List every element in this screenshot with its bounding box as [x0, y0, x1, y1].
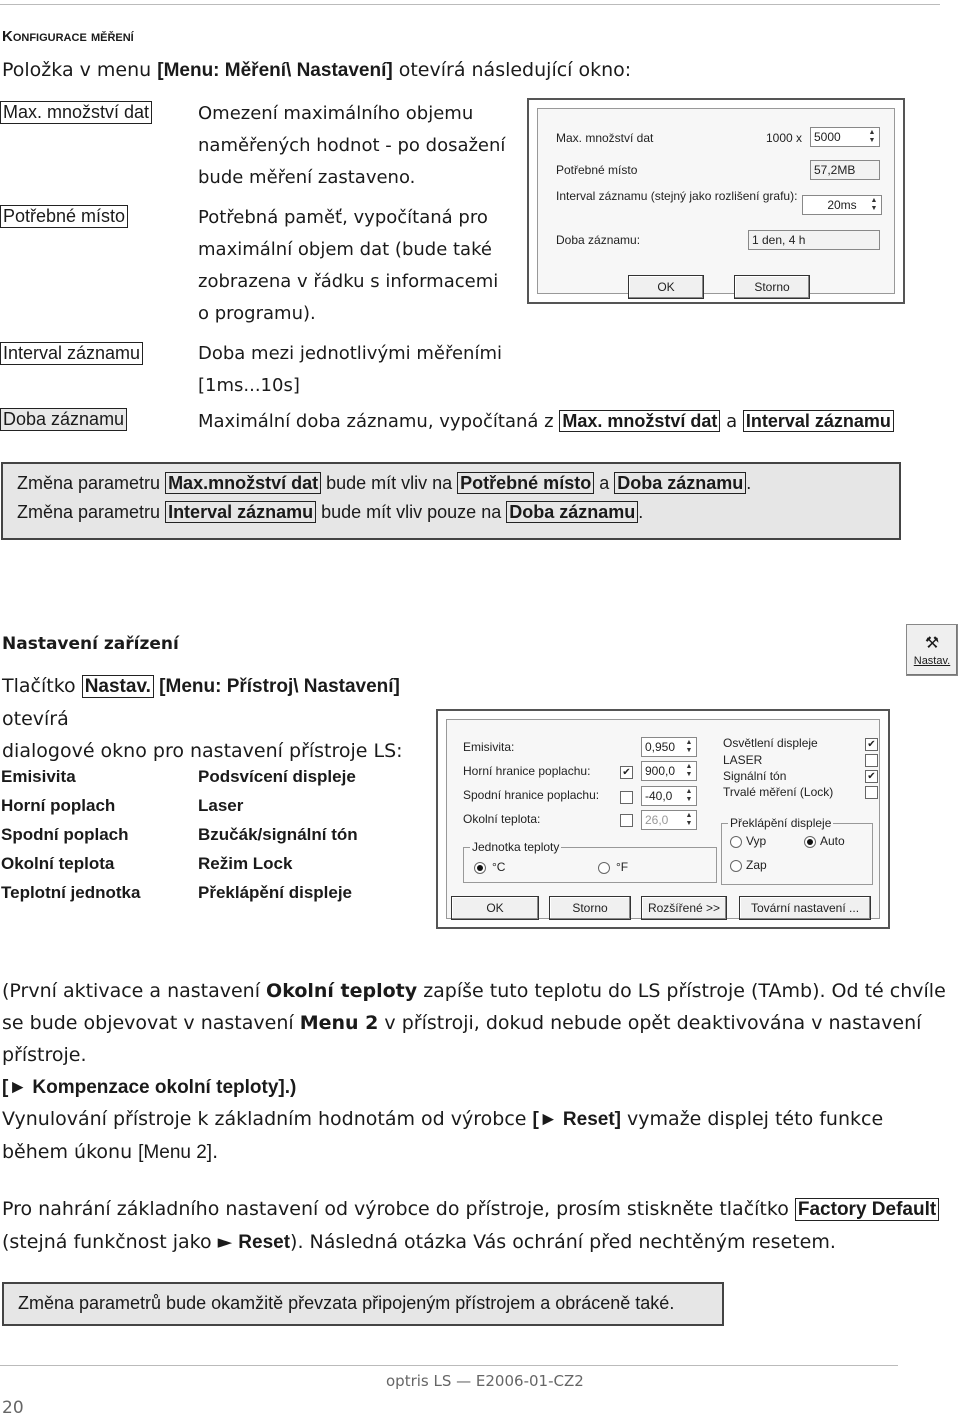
- factory-default-button[interactable]: Tovární nastavení ...: [739, 896, 871, 920]
- note1-l1g: .: [746, 473, 752, 493]
- backlight-checkbox[interactable]: ✔: [865, 738, 878, 751]
- note1-ref-duration: Doba záznamu: [614, 472, 746, 494]
- interval-input[interactable]: [802, 195, 882, 215]
- toolbar-settings-label: Nastav.: [913, 655, 951, 667]
- flip-on-label: Zap: [746, 858, 767, 872]
- flip-off-label: Vyp: [746, 834, 767, 848]
- note2-text: Změna parametrů bude okamžitě převzata připojeným přístrojem a obráceně také.: [18, 1293, 675, 1313]
- measurement-settings-dialog: [527, 98, 905, 304]
- dlg1-row1-label: Max. množství dat: [556, 131, 654, 145]
- ok-button[interactable]: OK: [628, 275, 704, 299]
- p3-factory-ref: Factory Default: [795, 1198, 939, 1221]
- cancel-button[interactable]: Storno: [734, 275, 810, 299]
- intro-text: [2, 54, 902, 87]
- signal-label: Signální tón: [723, 769, 787, 783]
- intro-post: otevírá následující okno:: [392, 59, 632, 81]
- p1b: Okolní teploty: [266, 980, 418, 1002]
- p3d: Reset: [238, 1232, 291, 1253]
- flip-group-title: Překlápění displeje: [730, 816, 832, 830]
- laser-label: LASER: [723, 753, 763, 767]
- backlight-label: Osvětlení displeje: [723, 736, 818, 750]
- def-label-required-space: Potřebné místo: [0, 205, 128, 228]
- spin-arrows-icon[interactable]: ▲ ▼: [685, 812, 693, 827]
- dlg1-row2-label: Potřebné místo: [556, 163, 638, 177]
- p2d: [Menu 2]: [138, 1142, 213, 1163]
- list-item: Překlápění displeje: [198, 883, 353, 902]
- footer-text: optris LS — E2006-01-CZ2: [386, 1372, 584, 1390]
- dlg1-row3-label: Interval záznamu (stejný jako rozlišení grafu):: [556, 189, 798, 203]
- spin-arrows-icon[interactable]: ▲ ▼: [685, 763, 693, 778]
- measurement-dialog-panel: [537, 108, 895, 294]
- p3a: Pro nahrání základního nastavení od výrobce do přístroje, prosím stiskněte tlačítko: [2, 1198, 795, 1220]
- flip-auto-radio[interactable]: [804, 836, 816, 848]
- note1-l1a: Změna parametru: [17, 473, 166, 493]
- spin-arrows-icon[interactable]: ▲ ▼: [685, 739, 693, 754]
- unit-fahrenheit-label: °F: [616, 860, 629, 874]
- spin-arrows-icon[interactable]: ▲ ▼: [685, 788, 693, 803]
- emissivity-input[interactable]: [641, 737, 697, 757]
- p1f: [► Kompenzace okolní teploty].): [2, 1077, 297, 1098]
- def-duration-mid: a: [720, 411, 743, 432]
- device-dialog-panel: [446, 719, 880, 919]
- flip-off-radio[interactable]: [730, 836, 742, 848]
- footer-rule: [0, 1365, 898, 1366]
- ambient-temp-paragraph: [2, 975, 952, 1104]
- intro-menu: [Menu: Měření\ Nastavení]: [157, 60, 393, 81]
- ambient-temp-checkbox[interactable]: [620, 814, 633, 827]
- low-alarm-input[interactable]: [641, 786, 697, 806]
- def-duration-pre: Maximální doba záznamu, vypočítaná z: [198, 411, 560, 432]
- p2b: [► Reset]: [532, 1109, 622, 1130]
- p3e: ). Následná otázka Vás ochrání před nechtěným resetem.: [290, 1231, 836, 1253]
- ok-button[interactable]: OK: [451, 896, 539, 920]
- top-rule: [0, 4, 940, 5]
- s2-pc: dialogové okno pro nastavení přístroje LS:: [2, 740, 403, 762]
- list-item: Emisivita: [1, 767, 76, 786]
- list-item: Režim Lock: [198, 854, 293, 873]
- list-item: Okolní teplota: [1, 854, 115, 873]
- note1-ref-interval: Interval záznamu: [165, 501, 316, 523]
- cancel-button[interactable]: Storno: [549, 896, 631, 920]
- note1-ref-space: Potřebné místo: [457, 472, 594, 494]
- p1e: v přístroji, dokud nebude opět deaktivována v nastavení přístroje.: [2, 1012, 922, 1066]
- note1-l2e: .: [638, 502, 644, 522]
- note1-l2c: bude mít vliv pouze na: [316, 502, 507, 522]
- s2-pa: Tlačítko: [2, 675, 82, 697]
- low-alarm-label: Spodní hranice poplachu:: [463, 788, 600, 802]
- note-box-parameters: [1, 462, 901, 540]
- settings-list-right: [198, 762, 358, 907]
- interval-value: 20ms: [827, 198, 857, 212]
- def-label-interval: Interval záznamu: [0, 342, 143, 365]
- reset-paragraph: [2, 1103, 952, 1169]
- low-alarm-checkbox[interactable]: [620, 791, 633, 804]
- p3c: (stejná funkčnost jako ►: [2, 1231, 239, 1253]
- p1d: Menu 2: [299, 1012, 379, 1034]
- extended-button[interactable]: Rozšířené >>: [641, 896, 727, 920]
- lock-label: Trvalé měření (Lock): [723, 785, 834, 799]
- def-text-duration: [198, 405, 958, 438]
- required-space-field: [810, 160, 880, 180]
- toolbar-settings-button[interactable]: [906, 624, 958, 676]
- s2-menu: [Menu: Přístroj\ Nastavení]: [153, 676, 400, 697]
- note1-ref-duration-2: Doba záznamu: [506, 501, 638, 523]
- def-duration-ref1: Max. množství dat: [559, 410, 720, 432]
- flip-auto-label: Auto: [820, 834, 845, 848]
- note1-l1c: bude mít vliv na: [321, 473, 458, 493]
- intro-pre: Položka v menu: [2, 59, 158, 81]
- list-item: Bzučák/signální tón: [198, 825, 358, 844]
- s2-settings-ref: Nastav.: [82, 675, 154, 698]
- device-settings-dialog: [436, 709, 890, 929]
- p1a: (První aktivace a nastavení: [2, 980, 267, 1002]
- unit-group: [463, 840, 717, 883]
- settings-list-left: [1, 762, 140, 907]
- ambient-temp-value: 26,0: [645, 813, 669, 827]
- ambient-temp-label: Okolní teplota:: [463, 812, 541, 826]
- high-alarm-checkbox[interactable]: ✔: [620, 766, 633, 779]
- device-settings-title: Nastavení zařízení: [2, 634, 179, 654]
- low-alarm-value: -40,0: [645, 789, 673, 803]
- high-alarm-value: 900,0: [645, 764, 676, 778]
- note1-l2a: Změna parametru: [17, 502, 166, 522]
- p2c: vymaže displej této funkce během úkonu: [2, 1108, 884, 1163]
- spin-arrows-icon[interactable]: ▲ ▼: [870, 197, 878, 212]
- unit-celsius-radio[interactable]: [474, 862, 486, 874]
- flip-on-radio[interactable]: [730, 860, 742, 872]
- required-space-value: 57,2MB: [814, 163, 856, 177]
- page-number: 20: [2, 1398, 24, 1418]
- s2-pb: otevírá: [2, 708, 69, 730]
- unit-celsius-label: °C: [492, 860, 506, 874]
- signal-checkbox[interactable]: ✔: [865, 770, 878, 783]
- p2a: Vynulování přístroje k základním hodnotám od výrobce: [2, 1108, 533, 1130]
- note-box-sync: [2, 1282, 724, 1326]
- emissivity-value: 0,950: [645, 740, 676, 754]
- def-label-max-data: Max. množství dat: [0, 101, 152, 124]
- section-heading: Konfigurace měření: [2, 28, 134, 45]
- list-item: Horní poplach: [1, 796, 116, 815]
- dlg1-row1-mult: 1000 x: [766, 131, 803, 145]
- def-text-required-space: Potřebná paměť, vypočítaná pro maximální objem dat (bude také zobrazena v řádku s informacemi o programu).: [198, 207, 499, 324]
- ambient-temp-input[interactable]: [641, 810, 697, 830]
- list-item: Teplotní jednotka: [1, 883, 141, 902]
- high-alarm-input[interactable]: [641, 761, 697, 781]
- spin-arrows-icon[interactable]: ▲ ▼: [868, 129, 876, 144]
- max-data-input[interactable]: [810, 127, 880, 147]
- def-duration-ref2: Interval záznamu: [743, 410, 894, 432]
- dlg1-row4-label: Doba záznamu:: [556, 233, 641, 247]
- note1-l1e: a: [594, 473, 615, 493]
- def-text-max-data: Omezení maximálního objemu naměřených hodnot - po dosažení bude měření zastaveno.: [198, 103, 506, 188]
- list-item: Laser: [198, 796, 244, 815]
- list-item: Spodní poplach: [1, 825, 129, 844]
- emissivity-label: Emisivita:: [463, 740, 515, 754]
- lock-checkbox[interactable]: [865, 786, 878, 799]
- note1-ref-max-data: Max.množství dat: [165, 472, 321, 494]
- high-alarm-label: Horní hranice poplachu:: [463, 764, 591, 778]
- def-text-interval: Doba mezi jednotlivými měřeními [1ms...10s]: [198, 343, 503, 396]
- p2e: .: [212, 1141, 219, 1163]
- flip-group: [721, 816, 873, 885]
- list-item: Podsvícení displeje: [198, 767, 356, 786]
- p1c: zapíše tuto teplotu do LS přístroje (TAmb). Od té chvíle se bude objevovat v nastavení: [2, 980, 946, 1034]
- duration-field: [748, 230, 880, 250]
- device-settings-paragraph: [2, 670, 462, 767]
- duration-value: 1 den, 4 h: [752, 233, 806, 247]
- max-data-value: 5000: [814, 130, 841, 144]
- def-label-duration: Doba záznamu: [0, 408, 127, 431]
- tools-icon: ⚒: [924, 633, 940, 652]
- laser-checkbox[interactable]: [865, 754, 878, 767]
- unit-fahrenheit-radio[interactable]: [598, 862, 610, 874]
- note1-line2: [3, 498, 899, 527]
- note1-line1: [3, 464, 899, 498]
- unit-group-title: Jednotka teploty: [472, 840, 560, 854]
- factory-default-paragraph: [2, 1193, 952, 1259]
